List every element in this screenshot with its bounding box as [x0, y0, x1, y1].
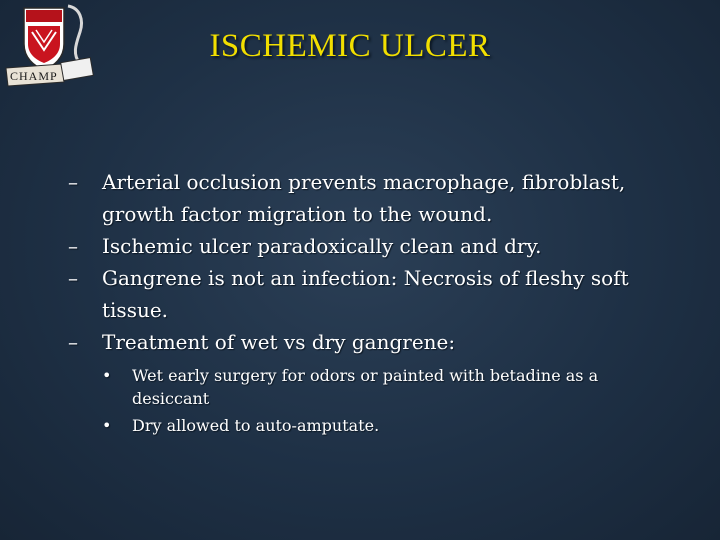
subbullet-list — [102, 364, 662, 437]
bullet-text: Treatment of wet vs dry gangrene: — [102, 330, 456, 354]
bullet-item — [68, 326, 678, 437]
logo-text: CHAMP — [10, 69, 58, 83]
slide-title: ISCHEMIC ULCER — [209, 28, 491, 64]
subbullet-text: Wet early surgery for odors or painted with betadine as a desiccant — [132, 366, 599, 408]
dash-marker: – — [68, 170, 78, 194]
bullet-text: Arterial occlusion prevents macrophage, fibroblast, growth factor migration to the wound. — [102, 170, 626, 226]
subbullet-item — [102, 414, 662, 437]
bullet-item — [68, 262, 678, 326]
subbullet-item — [102, 364, 662, 410]
champ-logo — [2, 2, 102, 92]
bullet-item — [68, 166, 678, 230]
bullet-text: Gangrene is not an infection: Necrosis of fleshy soft tissue. — [102, 266, 629, 322]
dash-marker: – — [68, 266, 78, 290]
dot-marker: • — [102, 366, 112, 385]
dash-marker: – — [68, 234, 78, 258]
dash-marker: – — [68, 330, 78, 354]
subbullet-text: Dry allowed to auto-amputate. — [132, 416, 380, 435]
bullet-list — [68, 166, 678, 441]
logo-tag — [61, 58, 94, 81]
logo-shield-top — [26, 10, 62, 22]
bullet-item — [68, 230, 678, 262]
dot-marker: • — [102, 416, 112, 435]
stethoscope-icon — [68, 6, 82, 64]
bullet-text: Ischemic ulcer paradoxically clean and dry. — [102, 234, 542, 258]
